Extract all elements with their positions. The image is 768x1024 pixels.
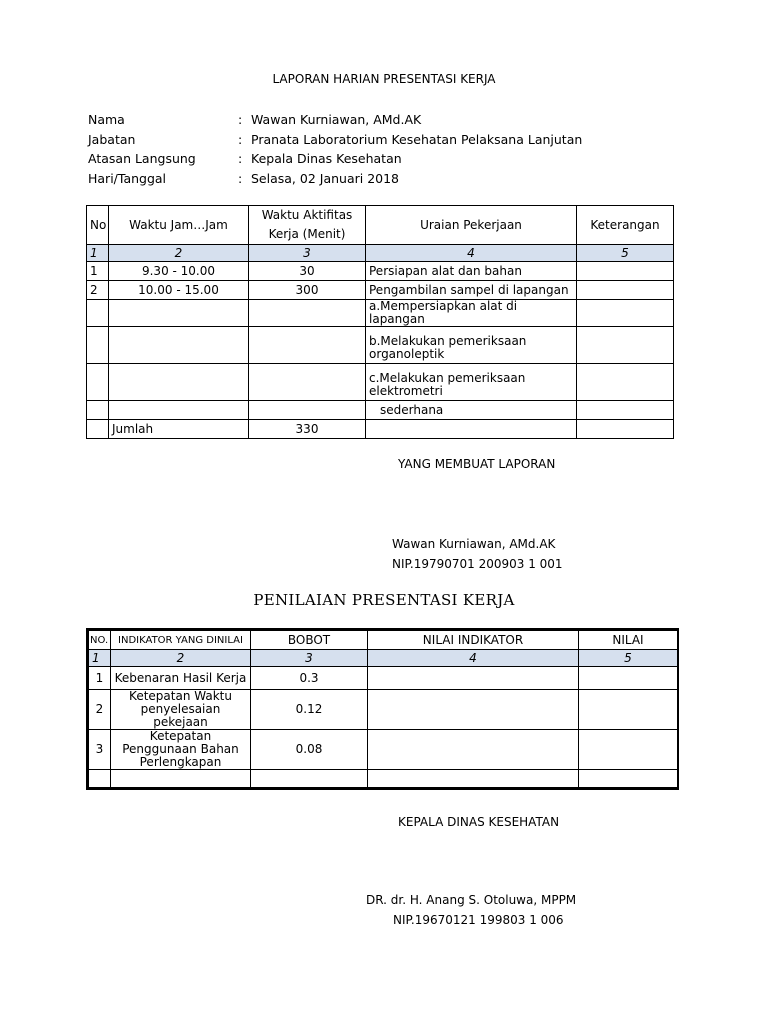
info-row-atasan: [88, 149, 582, 169]
report-title: LAPORAN HARIAN PRESENTASI KERJA: [272, 72, 496, 86]
cell-time: [109, 364, 249, 401]
table-row: [87, 300, 674, 327]
header-desc: Uraian Pekerjaan: [366, 206, 577, 245]
header-weight: BOBOT: [251, 631, 368, 650]
reporter-nip: NIP.19790701 200903 1 001: [392, 557, 563, 571]
info-row-tanggal: [88, 169, 582, 189]
table-row: [87, 281, 674, 300]
cell-time: [109, 300, 249, 327]
cell-time: 9.30 - 10.00: [109, 262, 249, 281]
cell-indicator: Kebenaran Hasil Kerja: [111, 667, 251, 690]
info-label: Hari/Tanggal: [88, 170, 167, 186]
table-row: [89, 730, 678, 770]
cell-note: [577, 327, 674, 364]
cell-no: [87, 327, 109, 364]
col-number: 1: [87, 245, 109, 262]
cell-time: [109, 327, 249, 364]
col-number: 4: [366, 245, 577, 262]
table-header-row: [87, 206, 674, 245]
assessment-table: [88, 630, 678, 788]
info-value: Selasa, 02 Januari 2018: [251, 170, 400, 186]
info-label: Nama: [88, 112, 125, 127]
col-number: 5: [577, 245, 674, 262]
header-minutes: Waktu Aktifitas Kerja (Menit): [249, 206, 366, 245]
cell-no: [89, 770, 111, 788]
cell-indicator-value: [368, 690, 579, 730]
cell-weight: 0.12: [251, 690, 368, 730]
cell-value: [579, 690, 678, 730]
table-row: [89, 667, 678, 690]
cell-indicator: [111, 770, 251, 788]
table-header-row: [89, 631, 678, 650]
cell-minutes: [249, 401, 366, 420]
cell-desc: [366, 420, 577, 439]
cell-minutes: [249, 300, 366, 327]
cell-note: [577, 281, 674, 300]
head-nip: NIP.19670121 199803 1 006: [393, 913, 564, 927]
reporter-signature: [392, 534, 563, 574]
header-value: NILAI: [579, 631, 678, 650]
info-label: Jabatan: [88, 131, 136, 147]
head-name: DR. dr. H. Anang S. Otoluwa, MPPM: [366, 893, 577, 907]
col-number: 3: [249, 245, 366, 262]
cell-no: 1: [89, 667, 111, 690]
cell-weight: 0.3: [251, 667, 368, 690]
cell-indicator-value: [368, 730, 579, 770]
reporter-heading: YANG MEMBUAT LAPORAN: [398, 457, 556, 471]
cell-indicator: Ketepatan Waktu penyelesaian pekejaan: [111, 690, 251, 730]
table-row: [87, 262, 674, 281]
cell-note: [577, 420, 674, 439]
col-number: 4: [368, 650, 579, 667]
report-info: [88, 110, 582, 188]
cell-note: [577, 300, 674, 327]
cell-no: [87, 401, 109, 420]
total-value: 330: [249, 420, 366, 439]
cell-no: [87, 420, 109, 439]
info-colon: :: [238, 170, 243, 186]
cell-no: 1: [87, 262, 109, 281]
info-value: Kepala Dinas Kesehatan: [251, 151, 402, 166]
activity-table: [86, 205, 674, 439]
cell-note: [577, 364, 674, 401]
col-number: 1: [89, 650, 111, 667]
cell-indicator: Ketepatan Penggunaan Bahan Perlengkapan: [111, 730, 251, 770]
info-colon: :: [238, 112, 243, 127]
head-signature: [366, 890, 576, 930]
table-row: [89, 770, 678, 788]
cell-note: [577, 262, 674, 281]
info-colon: :: [238, 151, 243, 166]
cell-no: [87, 364, 109, 401]
header-time: Waktu Jam…Jam: [109, 206, 249, 245]
cell-no: [87, 300, 109, 327]
cell-value: [579, 730, 678, 770]
table-row: [87, 327, 674, 364]
cell-minutes: [249, 327, 366, 364]
cell-minutes: 300: [249, 281, 366, 300]
info-label: Atasan Langsung: [88, 151, 196, 166]
cell-weight: [251, 770, 368, 788]
table-total-row: [87, 420, 674, 439]
info-row-jabatan: [88, 130, 582, 150]
cell-weight: 0.08: [251, 730, 368, 770]
table-number-row: [89, 650, 678, 667]
cell-desc: b.Melakukan pemeriksaan organoleptik: [366, 327, 577, 364]
total-label: Jumlah: [109, 420, 249, 439]
col-number: 2: [111, 650, 251, 667]
cell-no: 2: [87, 281, 109, 300]
table-row: [87, 364, 674, 401]
cell-value: [579, 770, 678, 788]
cell-indicator-value: [368, 770, 579, 788]
reporter-name: Wawan Kurniawan, AMd.AK: [392, 537, 556, 551]
header-no: No: [87, 206, 109, 245]
header-indicator: INDIKATOR YANG DINILAI: [111, 631, 251, 650]
info-value: Wawan Kurniawan, AMd.AK: [251, 112, 422, 127]
cell-desc: c.Melakukan pemeriksaan elektrometri: [366, 364, 577, 401]
cell-desc: sederhana: [366, 401, 577, 420]
col-number: 3: [251, 650, 368, 667]
cell-desc: a.Mempersiapkan alat di lapangan: [366, 300, 577, 327]
head-heading: KEPALA DINAS KESEHATAN: [398, 815, 560, 829]
cell-note: [577, 401, 674, 420]
col-number: 2: [109, 245, 249, 262]
assessment-table-frame: [86, 628, 679, 790]
cell-minutes: [249, 364, 366, 401]
header-indicator-value: NILAI INDIKATOR: [368, 631, 579, 650]
cell-no: 2: [89, 690, 111, 730]
cell-minutes: 30: [249, 262, 366, 281]
cell-time: 10.00 - 15.00: [109, 281, 249, 300]
table-row: [89, 690, 678, 730]
cell-indicator-value: [368, 667, 579, 690]
assessment-title: PENILAIAN PRESENTASI KERJA: [253, 591, 515, 609]
info-colon: :: [238, 131, 243, 147]
table-row: [87, 401, 674, 420]
col-number: 5: [579, 650, 678, 667]
cell-desc: Persiapan alat dan bahan: [366, 262, 577, 281]
header-note: Keterangan: [577, 206, 674, 245]
table-number-row: [87, 245, 674, 262]
info-row-nama: [88, 110, 582, 130]
cell-desc: Pengambilan sampel di lapangan: [366, 281, 577, 300]
cell-value: [579, 667, 678, 690]
cell-no: 3: [89, 730, 111, 770]
info-value: Pranata Laboratorium Kesehatan Pelaksana Lanjutan: [251, 131, 583, 147]
header-no: NO.: [89, 631, 111, 650]
cell-time: [109, 401, 249, 420]
